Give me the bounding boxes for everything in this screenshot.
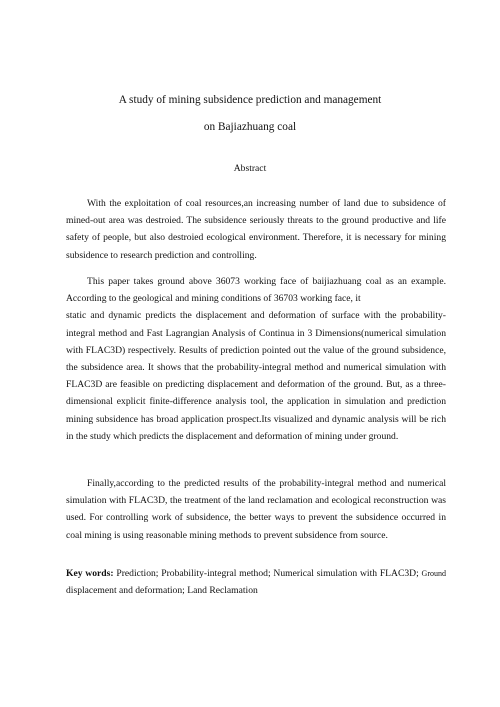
paper-title-line-2: on Bajiazhuang coal bbox=[203, 121, 297, 133]
paragraph-text: With the exploitation of coal resources,an increasing number of land due to subsidence of mined-out area was destroied. The subsidence seriously threats to the ground productive and life safety of people, but also destroied ecological environment. Therefore, it is necessary for mining subsidence to research prediction and controlling. bbox=[66, 198, 446, 261]
paragraph-text: Finally,according to the predicted results of the probability-integral method and numerical simulation with FLAC3D, the treatment of the land reclamation and ecological reconstruction was used. For controlling work of subsidence, the better ways to prevent the subsidence occurred in coal mining is using reasonable mining methods to prevent subsidence from source. bbox=[66, 478, 446, 541]
keywords bbox=[66, 565, 446, 599]
paper-title-line-1: A study of mining subsidence prediction and management bbox=[118, 94, 382, 106]
keywords-text: Prediction; Probability-integral method; Numerical simulation with FLAC3D; bbox=[113, 568, 419, 579]
keywords-text-2: displacement and deformation; Land Reclamation bbox=[66, 585, 258, 597]
keywords-label: Key words: bbox=[66, 568, 114, 579]
abstract-paragraph-2 bbox=[66, 273, 446, 445]
paragraph-text: This paper takes ground above 36073 working face of baijiazhuang coal as an example. According to the geological and mining conditions of 36703 working face, it bbox=[66, 276, 446, 305]
keywords-line bbox=[66, 565, 446, 599]
abstract-paragraph-3 bbox=[66, 475, 446, 544]
abstract-paragraph-1 bbox=[66, 195, 446, 264]
abstract-heading: Abstract bbox=[233, 163, 267, 174]
paragraph-text-continued: static and dynamic predicts the displacement and deformation of surface with the probability-integral method and Fast Lagrangian Analysis of Continua in 3 Dimensions(numerical simulation with FLAC3D) respectively. Results of prediction pointed out the value of the ground subsidence, the subsidence area. It shows that the probability-integral method and numerical simulation with FLAC3D are feasible on predicting displacement and deformation of the ground. But, as a three-dimensional explicit finite-difference analysis tool, the application in simulation and prediction mining subsidence has broad application prospect.Its visualized and dynamic analysis will be rich in the study which predicts the displacement and deformation of mining under ground. bbox=[66, 310, 446, 442]
keywords-text-small: Ground bbox=[421, 569, 446, 578]
